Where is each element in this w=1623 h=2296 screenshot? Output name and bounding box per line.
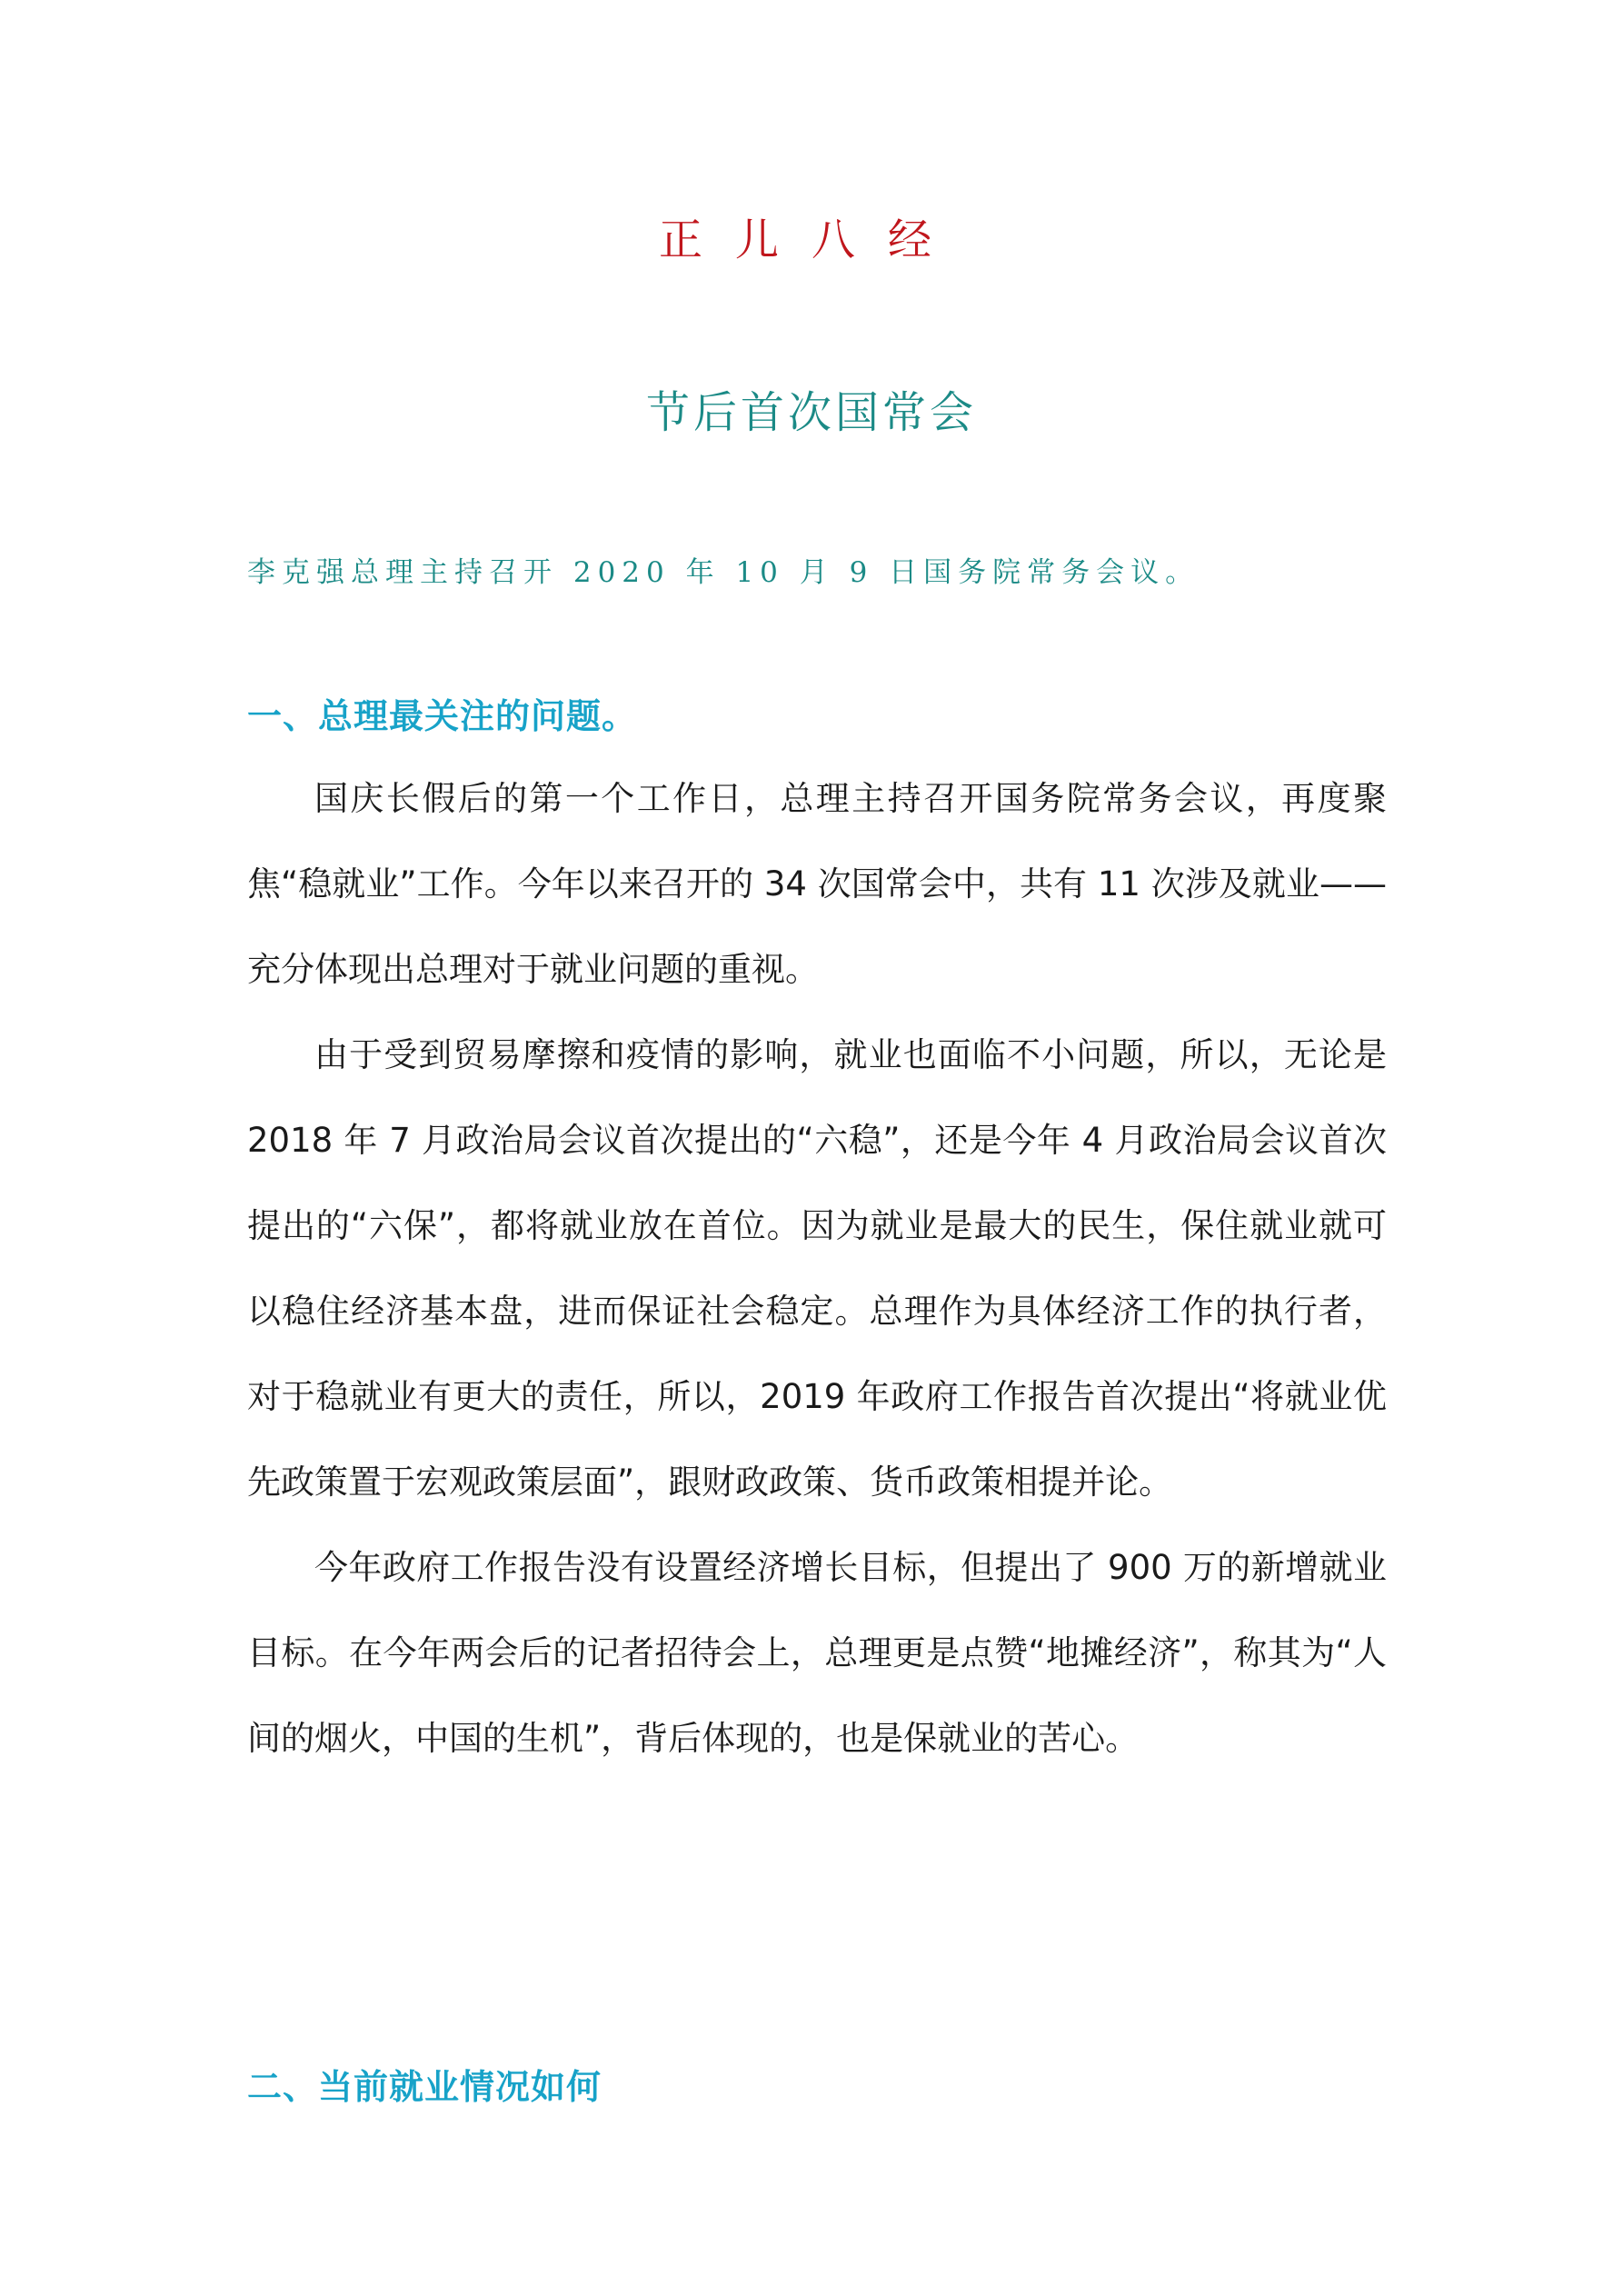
paragraph: 今年政府工作报告没有设置经济增长目标，但提出了 900 万的新增就业目标。在今年两会后的记者招待会上，总理更是点赞“地摊经济”，称其为“人间的烟火，中国的生机”，背后体现的，也是保就业的苦心。 bbox=[247, 1548, 1387, 1758]
section-heading-1: 一、总理最关注的问题。 bbox=[247, 696, 638, 736]
paragraph: 国庆长假后的第一个工作日，总理主持召开国务院常务会议，再度聚焦“稳就业”工作。今年以来召开的 34 次国常会中，共有 11 次涉及就业——充分体现出总理对于就业问题的重视。 bbox=[247, 779, 1387, 989]
section-1-body bbox=[247, 756, 1387, 1782]
masthead-title: 正儿八经 bbox=[658, 215, 964, 265]
meeting-note: 李克强总理主持召开 2020 年 10 月 9 日国务院常务会议。 bbox=[247, 556, 1200, 589]
paragraph: 由于受到贸易摩擦和疫情的影响，就业也面临不小问题，所以，无论是 2018 年 7 月政治局会议首次提出的“六稳”，还是今年 4 月政治局会议首次提出的“六保”，都将就业放在首位。因为就业是最大的民生，保住就业就可以稳住经济基本盘，进而保证社会稳定。总理作为具体经济工作的执行者，对于稳就业有更大的责任，所以，2019 年政府工作报告首次提出“将就业优先政策置于宏观政策层面”，跟财政政策、货币政策相提并论。 bbox=[247, 1035, 1387, 1502]
section-heading-2: 二、当前就业情况如何 bbox=[247, 2067, 602, 2107]
article-title: 节后首次国常会 bbox=[645, 387, 977, 438]
